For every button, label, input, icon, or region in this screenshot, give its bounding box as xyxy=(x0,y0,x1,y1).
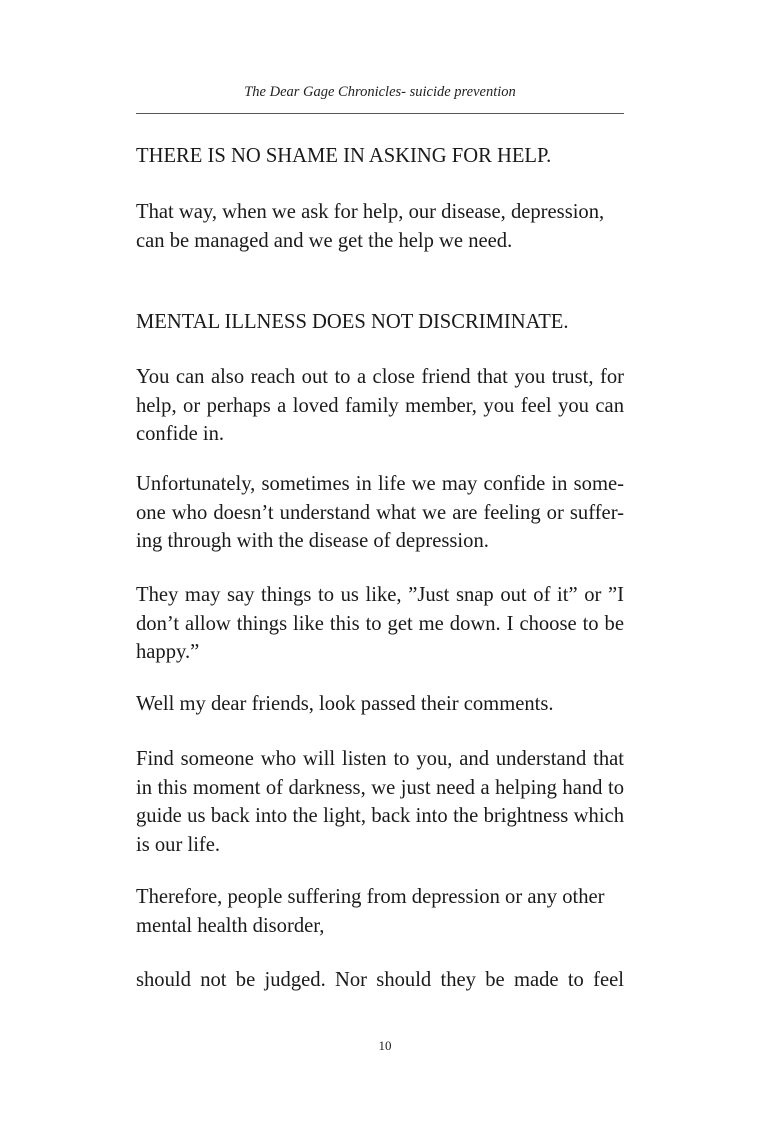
paragraph-10: should not be judged. Nor should they be made to feel xyxy=(136,969,624,991)
paragraph-7: Well my dear friends, look passed their comments. xyxy=(136,693,554,715)
paragraph-5: Unfortunately, sometimes in life we may confide in some-one who doesn’t understand what we are feeling or suffer-ing through with the disease of depression. xyxy=(136,473,624,552)
running-header: The Dear Gage Chronicles- suicide prevention xyxy=(244,84,516,100)
page-number: 10 xyxy=(378,1038,392,1053)
paragraph-1: THERE IS NO SHAME IN ASKING FOR HELP. xyxy=(136,145,552,167)
paragraph-4: You can also reach out to a close friend that you trust, for help, or perhaps a loved family member, you feel you can confide in. xyxy=(136,366,624,445)
paragraph-3: MENTAL ILLNESS DOES NOT DISCRIMINATE. xyxy=(136,311,569,333)
paragraph-8: Find someone who will listen to you, and understand that in this moment of darkness, we just need a helping hand to guide us back into the light, back into the brightness which is our life. xyxy=(136,748,624,856)
header-rule xyxy=(136,113,624,114)
paragraph-6: They may say things to us like, ”Just snap out of it” or ”I don’t allow things like this to get me down. I choose to be happy.” xyxy=(136,584,624,663)
paragraph-2: That way, when we ask for help, our disease, depression, can be managed and we get the help we need. xyxy=(136,201,605,252)
paragraph-9: Therefore, people suffering from depression or any other mental health disorder, xyxy=(136,886,605,937)
